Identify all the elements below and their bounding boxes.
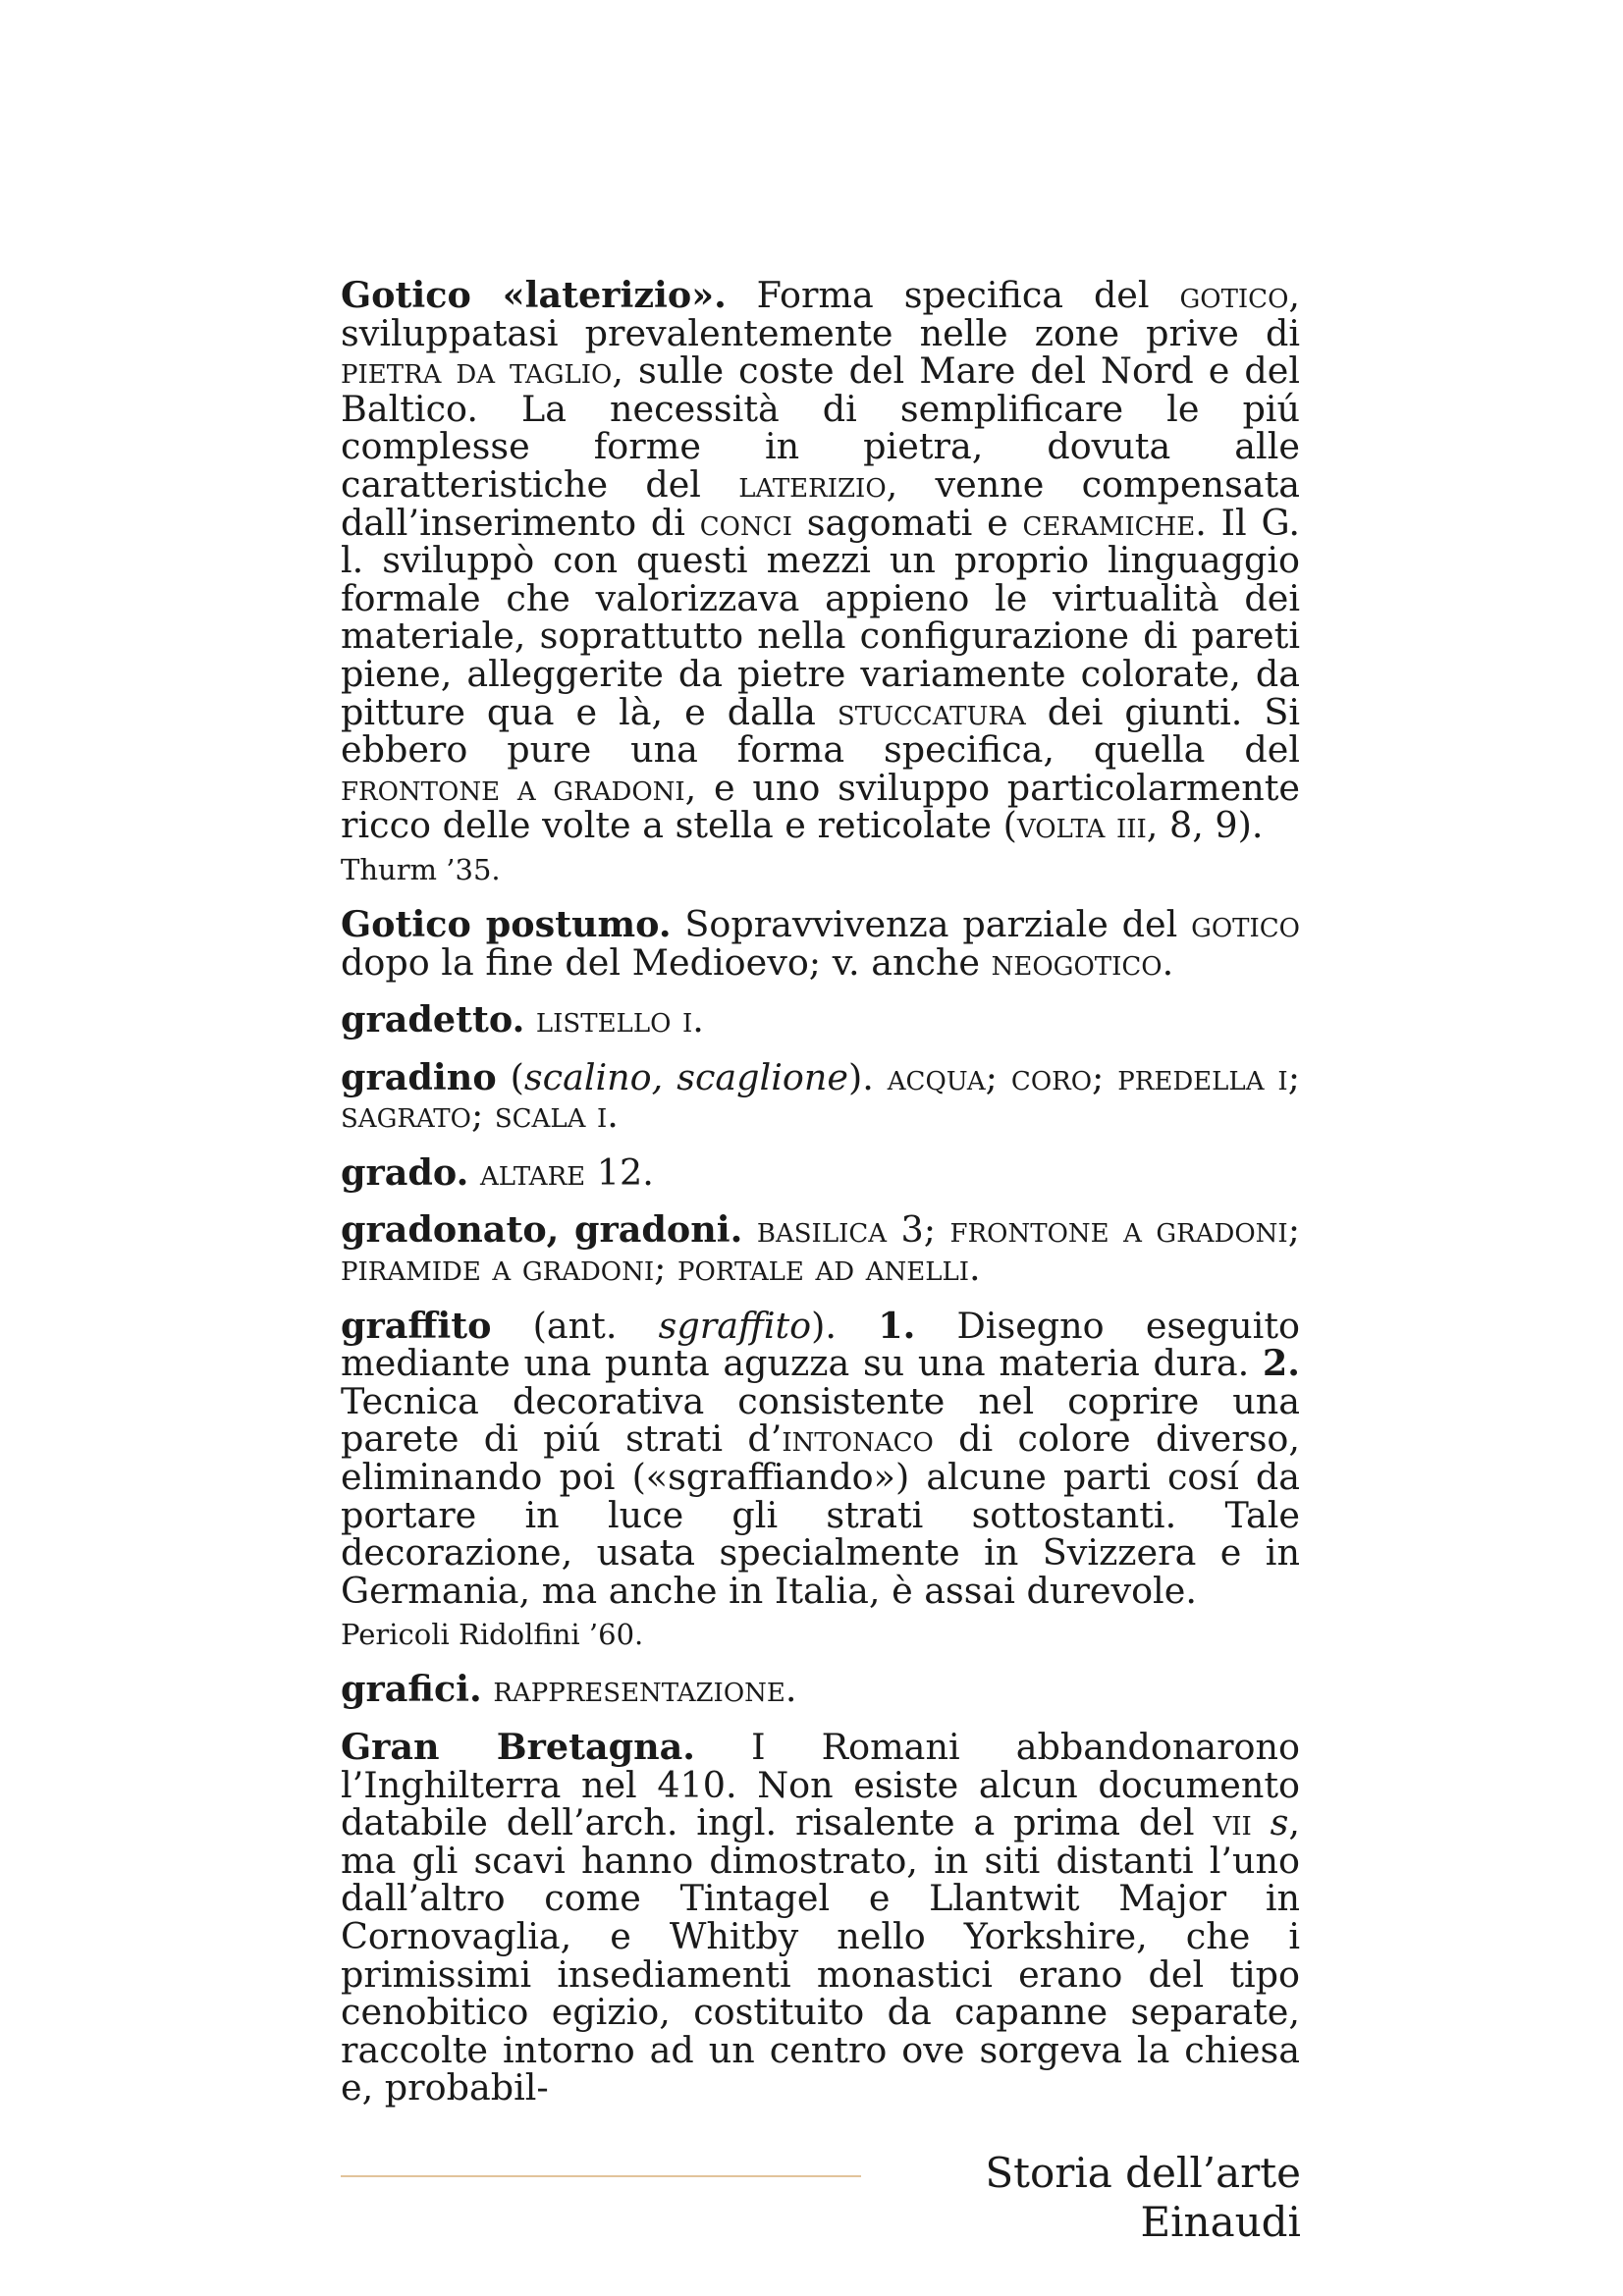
cross-reference: basilica 3; frontone a gradoni; piramide a gradoni; portale ad anelli bbox=[341, 1208, 1300, 1290]
entry-text: ). bbox=[847, 1055, 888, 1098]
footer-publisher: Storia dell’arte Einaudi bbox=[985, 2149, 1301, 2246]
entry-text: di colore diverso, eliminando poi («sgraffiando») alcune parti cosí da portare in luce gli strati sottostanti. Tale decorazione, usata specialmente in Svizzera e in Germania, ma anche in Italia, è assai durevole. bbox=[341, 1417, 1300, 1612]
cross-reference: vii bbox=[1213, 1801, 1252, 1844]
dictionary-entry bbox=[341, 1304, 1300, 1612]
cross-reference: neogotico bbox=[991, 940, 1163, 984]
cross-reference: gotico bbox=[1191, 902, 1300, 945]
dictionary-entry bbox=[341, 1208, 1300, 1290]
entry-headword: gradetto. bbox=[341, 998, 525, 1041]
dictionary-column bbox=[341, 274, 1301, 2127]
cross-reference: gotico bbox=[1179, 274, 1289, 316]
entry-text: sagomati e bbox=[791, 501, 1023, 544]
cross-reference: conci bbox=[699, 501, 792, 544]
entry-headword: Gotico postumo. bbox=[341, 902, 672, 945]
entry-text: , sviluppatasi prevalentemente nelle zone prive di bbox=[341, 274, 1300, 354]
cross-reference: laterizio bbox=[738, 462, 887, 506]
entry-text: ( bbox=[496, 1055, 524, 1098]
italic-text: s bbox=[1270, 1801, 1289, 1844]
cross-reference: acqua; coro; predella i; sagrato; scala i bbox=[341, 1055, 1301, 1137]
entry-text: Disegno eseguito mediante una punta aguzza su una materia dura. bbox=[341, 1304, 1300, 1385]
entry-text bbox=[482, 1668, 494, 1710]
entry-headword: gradino bbox=[341, 1055, 497, 1098]
entry-text: . bbox=[1162, 940, 1174, 984]
italic-text: scalino, scaglione bbox=[523, 1055, 848, 1098]
cross-reference: intonaco bbox=[782, 1417, 934, 1461]
entry-headword: grafici. bbox=[341, 1668, 482, 1711]
bibliographic-reference: Thurm ’35. bbox=[341, 852, 501, 886]
sense-number: 1. bbox=[878, 1304, 916, 1347]
entry-text: . bbox=[969, 1247, 981, 1290]
cross-reference: listello i bbox=[535, 998, 693, 1041]
entry-text: dei giunti. Si ebbero pure una forma specifica, quella del bbox=[341, 690, 1301, 772]
dictionary-entry bbox=[341, 1726, 1300, 2109]
entry-text: . bbox=[607, 1094, 619, 1137]
entry-headword: graffito bbox=[341, 1304, 492, 1347]
entry-text: . bbox=[784, 1668, 797, 1711]
entry-text: (ant. bbox=[491, 1304, 659, 1347]
cross-reference: volta iii bbox=[1016, 804, 1147, 847]
entry-headword: grado. bbox=[341, 1150, 469, 1194]
bibliographic-reference: Pericoli Ridolfini ’60. bbox=[341, 1618, 644, 1652]
entry-text bbox=[1252, 1801, 1271, 1843]
entry-headword: Gran Bretagna. bbox=[341, 1726, 696, 1768]
dictionary-entry bbox=[341, 1150, 1300, 1194]
entry-headword: gradonato, gradoni. bbox=[341, 1208, 743, 1252]
entry-text: Tecnica decorativa consistente nel coprire una parete di piú strati d’ bbox=[341, 1379, 1300, 1461]
dictionary-entry bbox=[341, 902, 1300, 984]
entry-text: . bbox=[692, 998, 704, 1041]
cross-reference: ceramiche bbox=[1022, 501, 1196, 544]
dictionary-entry bbox=[341, 998, 1300, 1041]
entry-text: Sopravvivenza parziale del bbox=[671, 902, 1192, 945]
entry-text: , 8, 9). bbox=[1146, 804, 1264, 847]
entry-text: Forma specifica del bbox=[726, 274, 1180, 316]
dictionary-entry bbox=[341, 1055, 1301, 1137]
cross-reference: rappresentazione bbox=[493, 1668, 785, 1711]
entry-text: I Romani abbandonarono l’Inghilterra nel 410. Non esiste alcun documento databile dell’arch. ingl. risalente a prima del bbox=[341, 1726, 1300, 1844]
cross-reference: stuccatura bbox=[837, 690, 1026, 733]
entry-headword: Gotico «laterizio». bbox=[341, 274, 727, 316]
cross-reference: frontone a gradoni bbox=[341, 766, 685, 809]
entry-text bbox=[524, 998, 536, 1041]
entry-text: dopo la fine del Medioevo; v. anche bbox=[341, 940, 992, 984]
entry-text: , e uno sviluppo particolarmente ricco delle volte a stella e reticolate ( bbox=[341, 766, 1301, 847]
cross-reference: altare 12 bbox=[479, 1150, 643, 1194]
dictionary-entry bbox=[341, 274, 1301, 847]
entry-text: , sulle coste del Mare del Nord e del Baltico. La necessità di semplificare le piú complesse forme in pietra, dovuta alle caratteristiche del bbox=[341, 349, 1300, 506]
entry-text bbox=[742, 1208, 757, 1251]
entry-text: ). bbox=[811, 1304, 879, 1347]
sense-number: 2. bbox=[1262, 1342, 1300, 1385]
entry-text bbox=[468, 1151, 480, 1194]
footer-rule bbox=[341, 2175, 861, 2177]
entry-text: , ma gli scavi hanno dimostrato, in siti distanti l’uno dall’altro come Tintagel e Llantwit Major in Cornovaglia, e Whitby nello Yorkshire, che i primissimi insediamenti monastici erano del tipo cenobitico egizio, costituito da capanne separate, raccolte intorno ad un centro ove sorgeva la chiesa e, probabil- bbox=[341, 1801, 1300, 2109]
entry-text: , venne compensata dall’inserimento di bbox=[341, 462, 1300, 544]
italic-text: sgraffito bbox=[658, 1304, 812, 1347]
entry-text: . Il G. l. sviluppò con questi mezzi un proprio linguaggio formale che valorizzava appieno le virtualità dei materiale, soprattutto nella configurazione di pareti piene, alleggerite da pietre variamente colorate, da pitture qua e là, e dalla bbox=[341, 501, 1300, 733]
entry-text: . bbox=[642, 1150, 654, 1194]
cross-reference: pietra da taglio bbox=[341, 349, 613, 393]
dictionary-entry bbox=[341, 1668, 1300, 1711]
